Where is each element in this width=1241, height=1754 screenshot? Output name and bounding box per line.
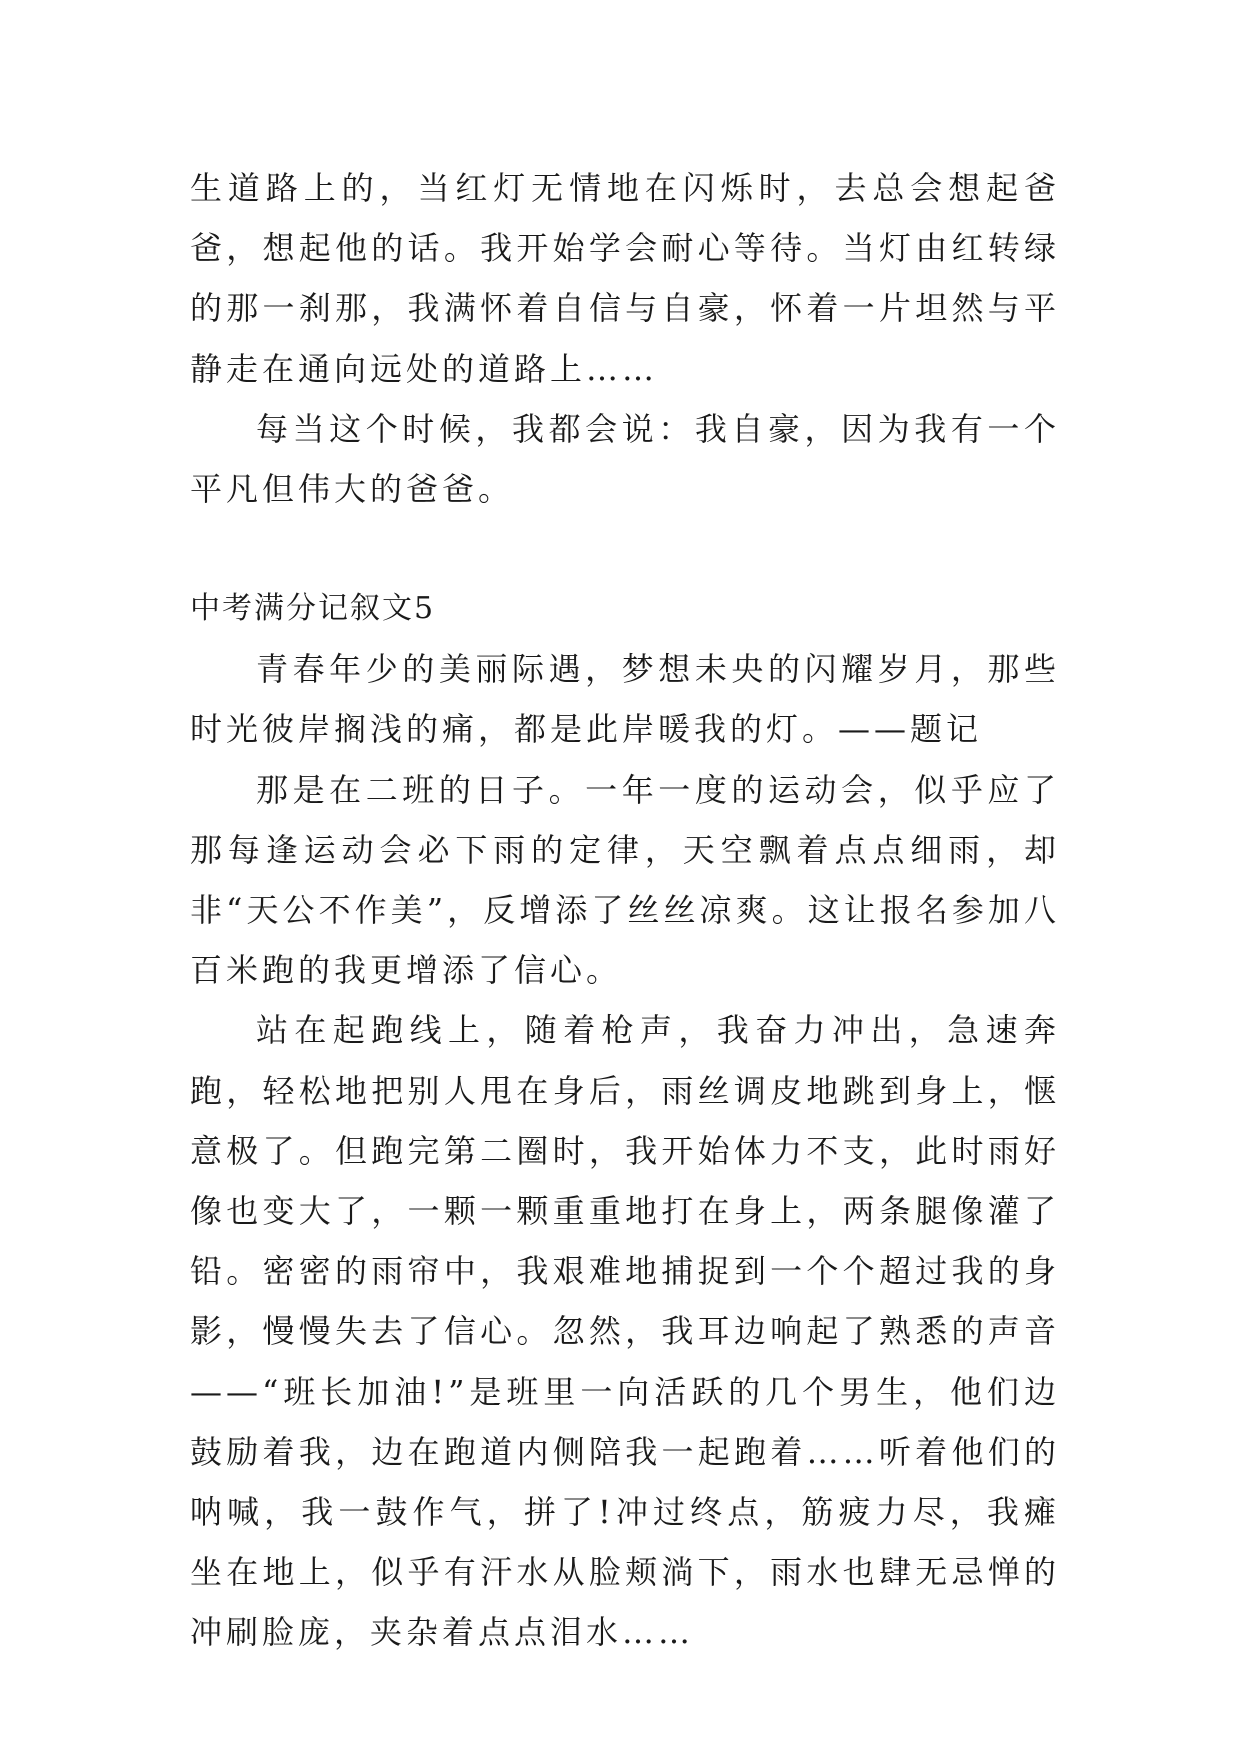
paragraph: 青春年少的美丽际遇，梦想未央的闪耀岁月，那些时光彼岸搁浅的痛，都是此岸暖我的灯。——题记 <box>190 650 1060 749</box>
paragraph: 每当这个时候，我都会说：我自豪，因为我有一个平凡但伟大的爸爸。 <box>190 409 1060 509</box>
paragraph: 站在起跑线上，随着枪声，我奋力冲出，急速奔跑，轻松地把别人甩在身后，雨丝调皮地跳到身上，惬意极了。但跑完第二圈时，我开始体力不支，此时雨好像也变大了，一颗一颗重重地打在身上，两条腿像灌了铅。密密的雨帘中，我艰难地捕捉到一个个超过我的身影，慢慢失去了信心。忽然，我耳边响起了熟悉的声音——“班长加油!”是班里一向活跃的几个男生，他们边鼓励着我，边在跑道内侧陪我一起跑着……听着他们的呐喊，我一鼓作气，拼了!冲过终点，筋疲力尽，我瘫坐在地上，似乎有汗水从脸颊淌下，雨水也肆无忌惮的冲刷脸庞，夹杂着点点泪水…… <box>190 1011 1060 1652</box>
section-title: 中考满分记叙文5 <box>190 591 436 627</box>
document-page <box>190 158 1060 1663</box>
paragraph: 那是在二班的日子。一年一度的运动会，似乎应了那每逢运动会必下雨的定律，天空飘着点点细雨，却非“天公不作美”，反增添了丝丝凉爽。这让报名参加八百米跑的我更增添了信心。 <box>190 770 1060 990</box>
paragraph: 生道路上的，当红灯无情地在闪烁时，去总会想起爸爸，想起他的话。我开始学会耐心等待。当灯由红转绿的那一刹那，我满怀着自信与自豪，怀着一片坦然与平静走在通向远处的道路上…… <box>190 169 1060 388</box>
section-spacer <box>190 519 1060 579</box>
